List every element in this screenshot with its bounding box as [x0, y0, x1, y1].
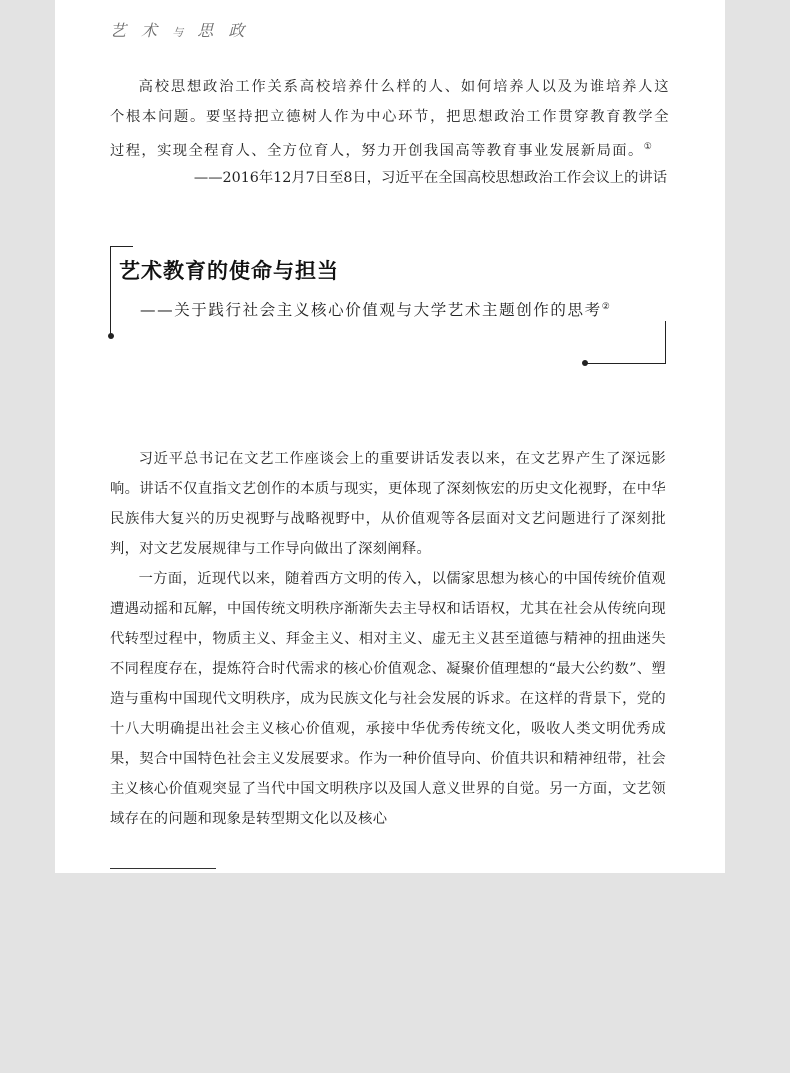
- body-paragraph-1: 习近平总书记在文艺工作座谈会上的重要讲话发表以来，在文艺界产生了深远影响。讲话不仅直指文艺创作的本质与现实，更体现了深刻恢宏的历史文化视野，在中华民族伟大复兴的历史视野与战略视野中，从价值观等各层面对文艺问题进行了深刻批判，对文艺发展规律与工作导向做出了深刻阐释。: [110, 451, 666, 557]
- epigraph-source: ——2016年12月7日至8日，习近平在全国高校思想政治工作会议上的讲话: [193, 170, 667, 186]
- article-subtitle: [140, 298, 610, 320]
- header-part-1: 艺 术: [110, 21, 163, 40]
- article-body: [110, 444, 666, 834]
- title-bracket-dot-left: [108, 333, 114, 339]
- book-page: [55, 0, 725, 873]
- epigraph-quote: [110, 72, 670, 166]
- article-title: 艺术教育的使命与担当: [119, 258, 339, 283]
- title-bracket-right: [585, 321, 666, 364]
- footnote-mark-1: ①: [643, 142, 652, 152]
- running-header: [110, 18, 249, 41]
- footnote-mark-2: ②: [601, 302, 610, 312]
- article-subtitle-text: ——关于践行社会主义核心价值观与大学艺术主题创作的思考: [140, 301, 602, 319]
- body-paragraph-2: 一方面，近现代以来，随着西方文明的传入，以儒家思想为核心的中国传统价值观遭遇动摇和瓦解，中国传统文明秩序渐渐失去主导权和话语权，尤其在社会从传统向现代转型过程中，物质主义、拜金主义、相对主义、虚无主义甚至道德与精神的扭曲迷失不同程度存在，提炼符合时代需求的核心价值观念、凝聚价值理想的“最大公约数”、塑造与重构中国现代文明秩序，成为民族文化与社会发展的诉求。在这样的背景下，党的十八大明确提出社会主义核心价值观，承接中华优秀传统文化，吸收人类文明优秀成果，契合中国特色社会主义发展要求。作为一种价值导向、价值共识和精神纽带，社会主义核心价值观突显了当代中国文明秩序以及国人意义世界的自觉。另一方面，文艺领域存在的问题和现象是转型期文化以及核心: [110, 571, 666, 827]
- epigraph-quote-text: 高校思想政治工作关系高校培养什么样的人、如何培养人以及为谁培养人这个根本问题。要坚持把立德树人作为中心环节，把思想政治工作贯穿教育教学全过程，实现全程育人、全方位育人，努力开创我国高等教育事业发展新局面。: [110, 79, 670, 159]
- header-part-3: 思 政: [197, 21, 250, 40]
- footnote-separator: [110, 868, 216, 869]
- header-part-2: 与: [172, 26, 188, 39]
- title-bracket-dot-right: [582, 360, 588, 366]
